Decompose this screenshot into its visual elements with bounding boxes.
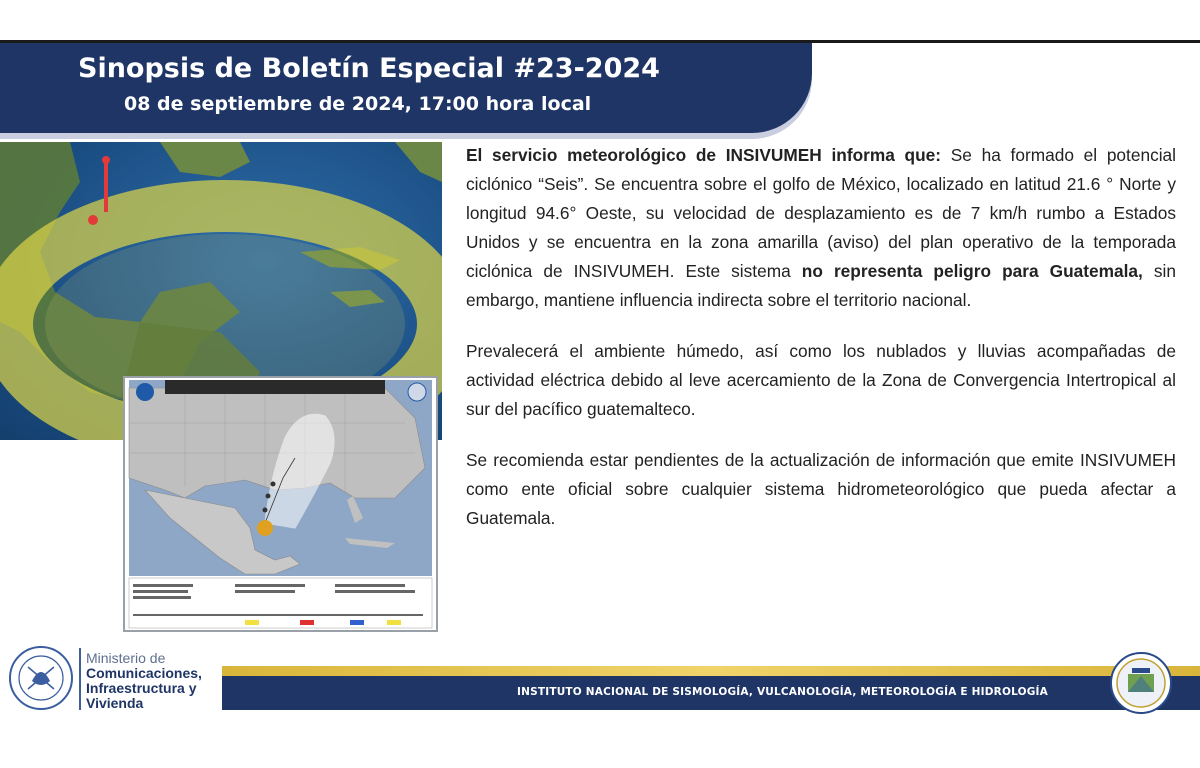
- forecast-cone-map: [123, 376, 438, 632]
- bulletin-paragraph-1: [466, 141, 1176, 315]
- forecast-cone-graphic: [125, 378, 436, 630]
- page-title: Sinopsis de Boletín Especial #23-2024: [78, 53, 660, 84]
- guatemala-coat-of-arms-icon: [8, 645, 74, 711]
- bulletin-text-b: sin embargo, mantiene influencia indirecta sobre el territorio nacional.: [466, 261, 1176, 310]
- ministry-line-2: Comunicaciones,: [86, 665, 202, 681]
- insivumeh-seal-icon: [1110, 652, 1172, 714]
- ministry-line-1: Ministerio de: [86, 650, 166, 666]
- bulletin-paragraph-2: Prevalecerá el ambiente húmedo, así como los nublados y lluvias acompañadas de actividad eléctrica debido al leve acercamiento de la Zona de Convergencia Intertropical al sur del pacífico guatemalteco.: [466, 341, 1176, 419]
- bulletin-header: [0, 43, 812, 133]
- institute-name: INSTITUTO NACIONAL DE SISMOLOGÍA, VULCANOLOGÍA, METEOROLOGÍA E HIDROLOGÍA: [517, 686, 1048, 698]
- ministry-line-3: Infraestructura y: [86, 680, 197, 696]
- ministry-divider: [79, 648, 81, 710]
- ministry-name: [86, 651, 202, 711]
- footer-bar: [222, 676, 1200, 710]
- footer-gold-band: [222, 666, 1200, 676]
- bulletin-emphasis: no representa peligro para Guatemala,: [801, 261, 1143, 281]
- ministry-line-4: Vivienda: [86, 695, 144, 711]
- bulletin-paragraph-3: Se recomienda estar pendientes de la actualización de información que emite INSIVUMEH como ente oficial sobre cualquier sistema hidrometeorológico que pueda afectar a Guatemala.: [466, 450, 1176, 528]
- bulletin-body: [466, 141, 1176, 555]
- bulletin-text-a: Se ha formado el potencial ciclónico “Seis”. Se encuentra sobre el golfo de México, localizado en latitud 21.6 ° Norte y longitud 94.6° Oeste, su velocidad de desplazamiento es de 7 km/h rumbo a Estados Unidos y se encuentra en la zona amarilla (aviso) del plan operativo de la temporada ciclónica de INSIVUMEH. Este sistema: [466, 145, 1177, 281]
- bulletin-lead: El servicio meteorológico de INSIVUMEH informa que:: [466, 145, 942, 165]
- page-subtitle: 08 de septiembre de 2024, 17:00 hora local: [124, 93, 592, 115]
